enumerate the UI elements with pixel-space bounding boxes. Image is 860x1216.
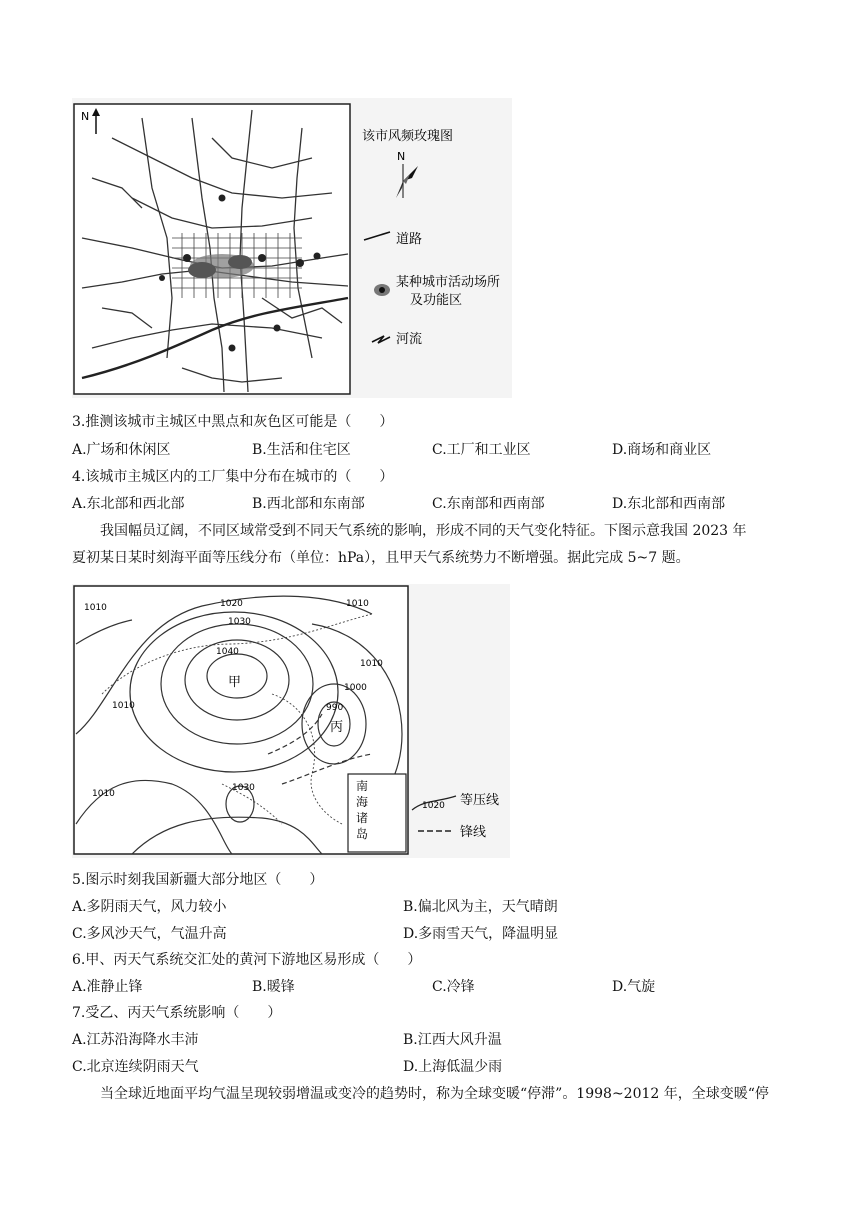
wind-rose-north-label: N <box>397 150 406 163</box>
legend-front-label: 锋线 <box>460 825 487 840</box>
question-5-option-a[interactable]: A.多阴雨天气，风力较小 <box>72 899 227 915</box>
question-3-option-c[interactable]: C.工厂和工业区 <box>432 442 531 458</box>
legend-activity-label-1: 某种城市活动场所 <box>396 275 501 290</box>
isobar-label-1010-northeast: 1010 <box>346 599 369 609</box>
question-4-option-d[interactable]: D.东北部和西南部 <box>612 496 726 512</box>
question-3-option-b[interactable]: B.生活和住宅区 <box>252 442 351 458</box>
question-4-option-c[interactable]: C.东南部和西南部 <box>432 496 545 512</box>
north-label: N <box>81 110 90 123</box>
map-frame <box>74 104 350 394</box>
city-map-svg <box>72 98 512 398</box>
legend-river-label: 河流 <box>396 332 423 347</box>
isobar-label-1000: 1000 <box>344 683 367 693</box>
question-5-stem: 5.图示时刻我国新疆大部分地区（ ） <box>72 872 324 888</box>
question-7-option-a[interactable]: A.江苏沿海降水丰沛 <box>72 1032 199 1048</box>
question-5-option-d[interactable]: D.多雨雪天气，降温明显 <box>403 926 559 942</box>
question-3-stem: 3.推测该城市主城区中黑点和灰色区可能是（ ） <box>72 414 394 430</box>
question-7-option-b[interactable]: B.江西大风升温 <box>403 1032 502 1048</box>
isobar-label-1030: 1030 <box>228 617 251 627</box>
isobar-label-1010-east: 1010 <box>360 659 383 669</box>
inset-label-1: 南 <box>356 779 369 793</box>
question-3-option-d[interactable]: D.商场和商业区 <box>612 442 712 458</box>
question-7-stem: 7.受乙、丙天气系统影响（ ） <box>72 1005 282 1021</box>
question-7-option-c[interactable]: C.北京连续阴雨天气 <box>72 1059 199 1075</box>
legend-isobar-value: 1020 <box>422 801 445 811</box>
question-3-option-a[interactable]: A.广场和休闲区 <box>72 442 171 458</box>
passage-2-line-1: 我国幅员辽阔，不同区域常受到不同天气系统的影响，形成不同的天气变化特征。下图示意我国 2023 年 <box>100 523 747 539</box>
isobar-label-1010-northwest: 1010 <box>84 603 107 613</box>
inset-label-2: 海 <box>356 795 369 809</box>
system-label-bing: 丙 <box>330 720 344 735</box>
question-6-option-b[interactable]: B.暖锋 <box>252 979 295 995</box>
isobar-label-1010-southwest: 1010 <box>92 789 115 799</box>
activity-legend-icon <box>374 284 390 296</box>
isobar-label-1010-west: 1010 <box>112 701 135 711</box>
system-label-jia: 甲 <box>228 675 242 690</box>
isobar-map-figure <box>72 584 510 858</box>
question-6-option-c[interactable]: C.冷锋 <box>432 979 475 995</box>
isobar-label-1020: 1020 <box>220 599 243 609</box>
question-4-stem: 4.该城市主城区内的工厂集中分布在城市的（ ） <box>72 469 394 485</box>
passage-3-line-1: 当全球近地面平均气温呈现较弱增温或变冷的趋势时，称为全球变暖“停滞”。1998~2012 年，全球变暖“停 <box>100 1086 769 1102</box>
isobar-map-svg <box>72 584 510 858</box>
city-map-figure <box>72 98 512 398</box>
question-6-option-a[interactable]: A.准静止锋 <box>72 979 143 995</box>
legend-isobar-label: 等压线 <box>460 793 500 808</box>
question-5-option-c[interactable]: C.多风沙天气，气温升高 <box>72 926 227 942</box>
legend-activity-label-2: 及功能区 <box>410 293 463 308</box>
question-4-option-a[interactable]: A.东北部和西北部 <box>72 496 185 512</box>
question-6-stem: 6.甲、丙天气系统交汇处的黄河下游地区易形成（ ） <box>72 952 422 968</box>
inset-label-3: 诸 <box>356 811 369 825</box>
wind-rose-title: 该市风频玫瑰图 <box>362 129 454 144</box>
isobar-label-1040: 1040 <box>216 647 239 657</box>
question-7-option-d[interactable]: D.上海低温少雨 <box>403 1059 503 1075</box>
inset-label-4: 岛 <box>356 827 369 841</box>
question-5-option-b[interactable]: B.偏北风为主，天气晴朗 <box>403 899 558 915</box>
legend-road-label: 道路 <box>396 232 423 247</box>
passage-2-line-2: 夏初某日某时刻海平面等压线分布（单位：hPa），且甲天气系统势力不断增强。据此完成 5~7 题。 <box>72 550 690 566</box>
isobar-label-990: 990 <box>326 703 344 713</box>
question-6-option-d[interactable]: D.气旋 <box>612 979 656 995</box>
isobar-label-1030-south: 1030 <box>232 783 255 793</box>
question-4-option-b[interactable]: B.西北部和东南部 <box>252 496 365 512</box>
